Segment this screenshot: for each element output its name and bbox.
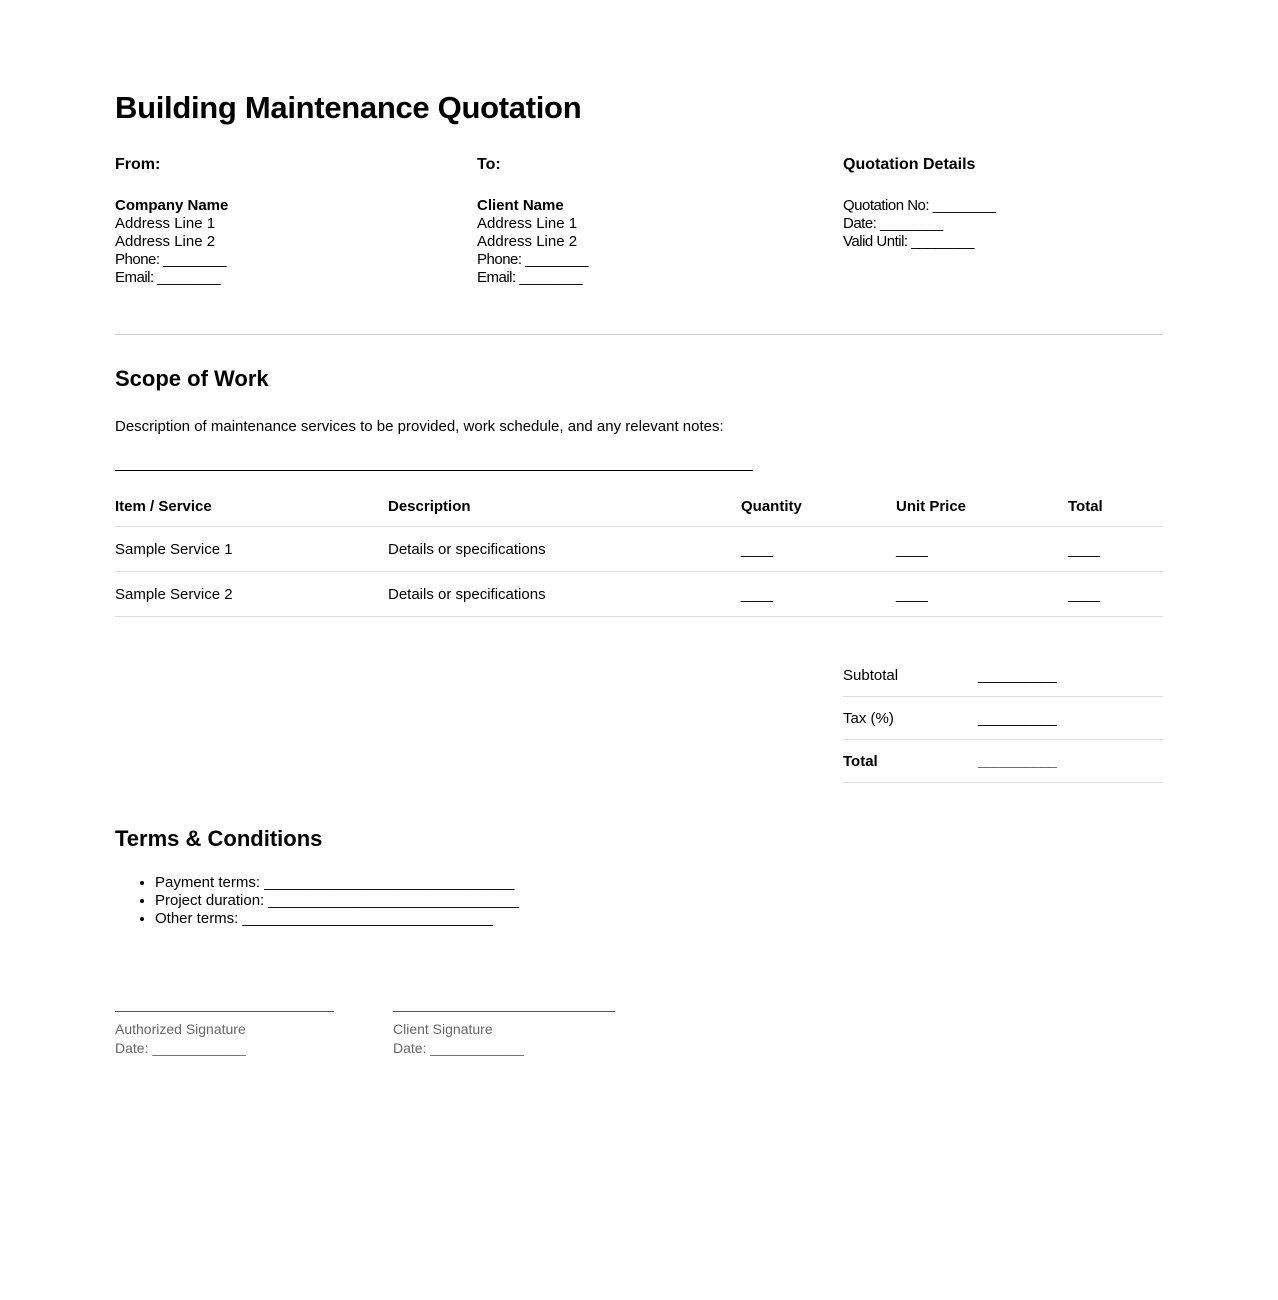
to-email-field[interactable]: Email: ________ bbox=[477, 269, 583, 287]
from-address-line-1: Address Line 1 bbox=[115, 215, 216, 233]
client-signature-date-field[interactable]: Date: ____________ bbox=[393, 1039, 524, 1056]
authorized-signature-label: Authorized Signature bbox=[115, 1020, 246, 1037]
to-block bbox=[477, 156, 843, 288]
column-header-quantity: Quantity bbox=[741, 498, 896, 527]
list-item[interactable]: • Payment terms: ______________________________ bbox=[155, 874, 1163, 892]
row-item-unit-price-field[interactable]: ____ bbox=[896, 527, 1068, 572]
row-item-total-field[interactable]: ____ bbox=[1068, 527, 1163, 572]
row-item-quantity-field[interactable]: ____ bbox=[741, 572, 896, 617]
line-items-table bbox=[115, 498, 1163, 617]
terms-and-conditions-heading: Terms & Conditions bbox=[115, 826, 323, 852]
quotation-valid-until-field[interactable]: Valid Until: ________ bbox=[843, 233, 974, 251]
totals-row-subtotal bbox=[843, 654, 1163, 697]
totals-row-tax bbox=[843, 697, 1163, 740]
totals-section bbox=[115, 654, 1163, 783]
totals-table bbox=[843, 654, 1163, 783]
table-header-row bbox=[115, 498, 1163, 527]
document-content bbox=[115, 0, 1163, 1058]
column-header-total: Total bbox=[1068, 498, 1163, 527]
column-header-description: Description bbox=[388, 498, 741, 527]
row-item-unit-price-field[interactable]: ____ bbox=[896, 572, 1068, 617]
from-address-line-2: Address Line 2 bbox=[115, 233, 216, 251]
table-row bbox=[115, 527, 1163, 572]
row-item-total-field[interactable]: ____ bbox=[1068, 572, 1163, 617]
table-row bbox=[115, 572, 1163, 617]
authorized-signature-line[interactable] bbox=[115, 1011, 334, 1012]
total-value-field[interactable]: __________ bbox=[978, 740, 1163, 783]
from-phone-field[interactable]: Phone: ________ bbox=[115, 251, 226, 269]
quotation-details-heading: Quotation Details bbox=[843, 155, 976, 173]
from-company-name: Company Name bbox=[115, 197, 229, 215]
client-signature-line[interactable] bbox=[393, 1011, 615, 1012]
list-item[interactable]: • Project duration: ______________________________ bbox=[155, 892, 1163, 910]
to-heading: To: bbox=[477, 155, 501, 173]
to-phone-field[interactable]: Phone: ________ bbox=[477, 251, 588, 269]
page-title: Building Maintenance Quotation bbox=[115, 90, 582, 125]
row-item-name: Sample Service 2 bbox=[115, 572, 388, 617]
from-email-field[interactable]: Email: ________ bbox=[115, 269, 221, 287]
tax-label: Tax (%) bbox=[843, 697, 978, 740]
totals-row-total bbox=[843, 740, 1163, 783]
signature-section bbox=[115, 1011, 1163, 1058]
parties-row bbox=[115, 156, 1163, 288]
to-address-line-2: Address Line 2 bbox=[477, 233, 578, 251]
from-block bbox=[115, 156, 477, 288]
from-heading: From: bbox=[115, 155, 161, 173]
column-header-unit-price: Unit Price bbox=[896, 498, 1068, 527]
row-item-description: Details or specifications bbox=[388, 572, 741, 617]
authorized-signature-block bbox=[115, 1011, 393, 1058]
to-client-name: Client Name bbox=[477, 197, 564, 215]
to-address-line-1: Address Line 1 bbox=[477, 215, 578, 233]
tax-value-field[interactable]: __________ bbox=[978, 697, 1163, 740]
total-label: Total bbox=[843, 740, 978, 783]
client-signature-block bbox=[393, 1011, 673, 1058]
client-signature-label: Client Signature bbox=[393, 1020, 493, 1037]
quotation-date-field[interactable]: Date: ________ bbox=[843, 215, 943, 233]
quotation-details-block bbox=[843, 156, 1163, 288]
authorized-signature-date-field[interactable]: Date: ____________ bbox=[115, 1039, 246, 1056]
scope-of-work-heading: Scope of Work bbox=[115, 366, 269, 392]
scope-of-work-description: Description of maintenance services to be provided, work schedule, and any relevant notes: bbox=[115, 418, 724, 436]
subtotal-label: Subtotal bbox=[843, 654, 978, 697]
scope-of-work-write-in-line[interactable] bbox=[115, 470, 753, 471]
subtotal-value-field[interactable]: __________ bbox=[978, 654, 1163, 697]
row-item-name: Sample Service 1 bbox=[115, 527, 388, 572]
quotation-no-field[interactable]: Quotation No: ________ bbox=[843, 197, 996, 215]
column-header-item: Item / Service bbox=[115, 498, 388, 527]
terms-list bbox=[115, 852, 1163, 928]
row-item-description: Details or specifications bbox=[388, 527, 741, 572]
row-item-quantity-field[interactable]: ____ bbox=[741, 527, 896, 572]
list-item[interactable]: • Other terms: ______________________________ bbox=[155, 910, 1163, 928]
